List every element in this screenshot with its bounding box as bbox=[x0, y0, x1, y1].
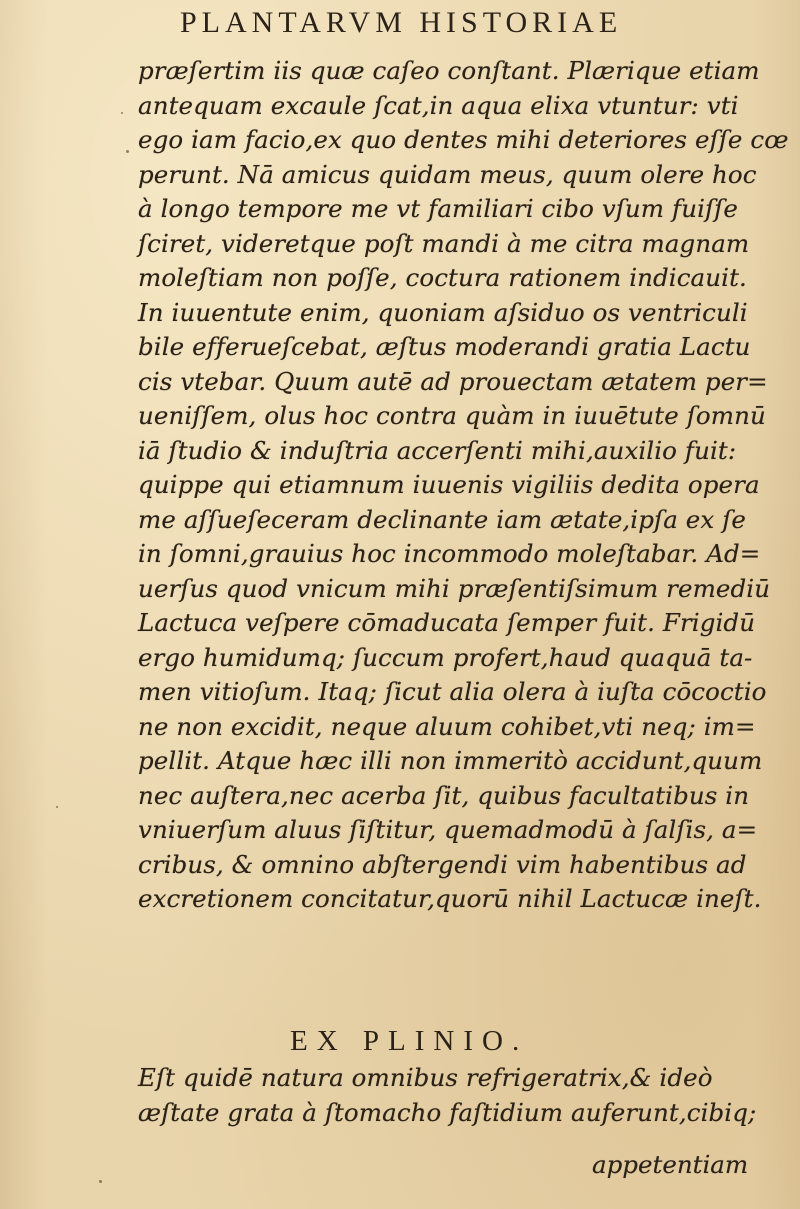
text-line: bile efferueſcebat, æſtus moderandi gratia Lactu bbox=[138, 332, 751, 361]
text-line: cribus, & omnino abſtergendi vim habentibus ad bbox=[138, 849, 747, 879]
text-line: vniuerſum aluus ſiſtitur, quemadmodū à ſalſis, a= bbox=[138, 815, 758, 844]
text-line: à longo tempore me vt familiari cibo vſum fuiſſe bbox=[138, 194, 738, 223]
text-line: men vitioſum. Itaq; ſicut alia olera à iuſta cōcoctio bbox=[138, 677, 767, 706]
paper-speck bbox=[121, 112, 123, 114]
text-line: me aſſueſeceram declinante iam ætate,ipſa ex ſe bbox=[138, 504, 746, 534]
text-line: nec auſtera,nec acerba ſit, quibus facultatibus in bbox=[138, 780, 750, 810]
text-line: ergo humidumq; ſuccum profert,haud quaquā ta- bbox=[138, 642, 753, 672]
text-line: iā ſtudio & induſtria accerſenti mihi,auxilio fuit: bbox=[138, 435, 737, 465]
text-line: quippe qui etiamnum iuuenis vigiliis dedita opera bbox=[138, 470, 760, 499]
running-head: PLANTARVM HISTORIAE bbox=[180, 6, 623, 39]
text-line: ſciret, videretque poſt mandi à me citra magnam bbox=[138, 228, 750, 258]
text-line: ego iam facio,ex quo dentes mihi deteriores eſſe cœ bbox=[138, 125, 789, 154]
paper-speck bbox=[56, 806, 58, 808]
text-line: perunt. Nā amicus quidam meus, quum olere hoc bbox=[138, 159, 757, 189]
text-line: ne non excidit, neque aluum cohibet,vti neq; im= bbox=[138, 711, 756, 741]
text-line: cis vtebar. Quum autē ad prouectam ætatem per= bbox=[138, 366, 768, 396]
paper-speck bbox=[99, 1180, 102, 1183]
pliny-text bbox=[138, 1061, 778, 1130]
text-line: ueniſſem, olus hoc contra quàm in iuuētute ſomnū bbox=[138, 401, 766, 430]
text-line: Eſt quidē natura omnibus refrigeratrix,& ideò bbox=[138, 1063, 713, 1092]
text-line: præſertim iis quæ caſeo conſtant. Plærique etiam bbox=[138, 56, 760, 85]
text-line: uerſus quod vnicum mihi præſentiſsimum remediū bbox=[138, 573, 771, 603]
text-line: In iuuentute enim, quoniam aſsiduo os ventriculi bbox=[138, 297, 748, 327]
text-line: excretionem concitatur,quorū nihil Lactucæ ineſt. bbox=[138, 884, 762, 913]
body-text bbox=[138, 54, 789, 917]
catchword: appetentiam bbox=[592, 1150, 749, 1179]
text-line: pellit. Atque hæc illi non immeritò accidunt,quum bbox=[138, 746, 763, 775]
paper-speck bbox=[126, 150, 129, 153]
text-line: antequam excaule ſcat,in aqua elixa vtuntur: vti bbox=[138, 90, 739, 120]
text-line: moleſtiam non poſſe, coctura rationem indicauit. bbox=[138, 263, 747, 292]
section-heading: EX PLINIO. bbox=[290, 1025, 529, 1057]
text-line: æſtate grata à ſtomacho faſtidium auferunt,cibiq; bbox=[138, 1097, 757, 1127]
text-line: in ſomni,grauius hoc incommodo moleſtabar. Ad= bbox=[138, 539, 761, 568]
text-line: Lactuca veſpere cōmaducata ſemper fuit. Frigidū bbox=[138, 608, 756, 637]
